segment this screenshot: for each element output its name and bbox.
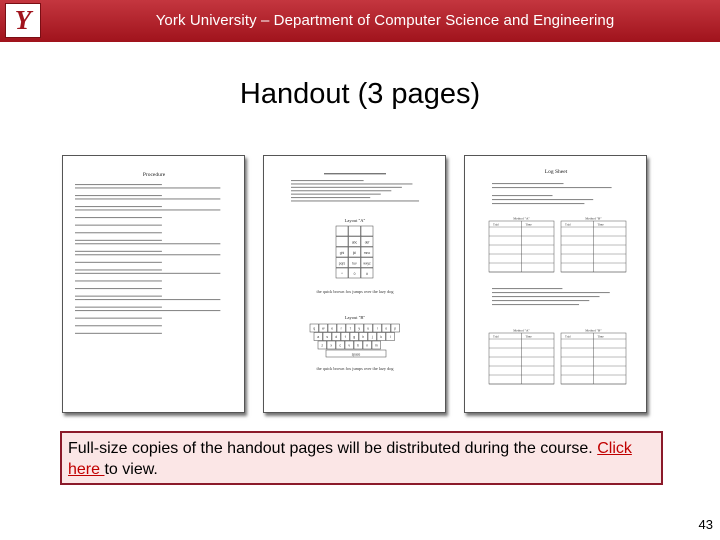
- keypad-key-label: jkl: [352, 251, 357, 255]
- text-line: [75, 307, 162, 308]
- slide-number: 43: [698, 517, 713, 532]
- keyboard-key-label: v: [348, 343, 351, 348]
- text-line: [75, 240, 162, 241]
- keyboard-key-label: k: [380, 335, 383, 340]
- keyboard-key-label: n: [366, 343, 369, 348]
- text-line: [75, 262, 162, 263]
- log-table: [561, 329, 626, 385]
- keypad-key-label: def: [364, 240, 370, 245]
- page-2-heading-line: [324, 173, 386, 174]
- text-line: [75, 273, 220, 274]
- layout-b-keyboard: [310, 324, 400, 349]
- page-3-content: [465, 156, 647, 413]
- header-title: York University – Department of Computer Science and Engineering: [155, 12, 615, 29]
- keypad-key-label: *: [341, 272, 343, 276]
- text-line: [291, 187, 402, 188]
- page-3-title: Log Sheet: [544, 169, 568, 175]
- text-line: [75, 217, 162, 218]
- col-trial-label: Trial: [565, 222, 571, 227]
- keyboard-key-label: r: [340, 326, 342, 331]
- text-line: [492, 183, 564, 184]
- col-trial-label: Trial: [493, 334, 499, 339]
- text-line: [75, 206, 162, 207]
- text-line: [291, 197, 370, 198]
- layout-a-keypad: [336, 226, 373, 278]
- handout-page-2-thumbnail[interactable]: [263, 155, 446, 413]
- keypad-key: [336, 237, 348, 247]
- text-line: [75, 198, 220, 199]
- keyboard-key-label: e: [331, 326, 334, 331]
- log-table-heading: Method "B": [585, 328, 602, 333]
- keyboard-key-label: j: [371, 335, 373, 340]
- layout-b-sentence: the quick brown fox jumps over the lazy dog: [316, 366, 394, 371]
- text-line: [75, 280, 162, 281]
- keyboard-key-label: a: [317, 335, 320, 340]
- text-line: [75, 184, 162, 185]
- text-line: [75, 333, 162, 334]
- text-line: [291, 194, 381, 195]
- keyboard-key-label: y: [358, 326, 361, 331]
- text-line: [291, 183, 412, 184]
- click-here-link[interactable]: Click here: [68, 440, 632, 478]
- keyboard-key-label: t: [349, 326, 351, 331]
- keyboard-key-label: f: [344, 335, 346, 340]
- keyboard-key-label: o: [385, 326, 388, 331]
- text-line: [492, 195, 553, 196]
- text-line: [492, 199, 593, 200]
- page-1-content: [63, 156, 245, 413]
- text-line: [75, 225, 162, 226]
- log-table-heading: Method "A": [513, 328, 530, 333]
- keyboard-key-label: i: [376, 326, 378, 331]
- text-line: [492, 288, 562, 289]
- keypad-key: [336, 226, 348, 236]
- log-table: [489, 217, 554, 273]
- col-time-label: Time: [525, 222, 532, 227]
- text-line: [492, 203, 584, 204]
- keyboard-key-label: x: [330, 343, 333, 348]
- text-line: [75, 288, 162, 289]
- text-line: [75, 209, 220, 210]
- text-line: [75, 243, 220, 244]
- log-table-heading: Method "B": [585, 216, 602, 221]
- layout-b-space-label: space: [351, 352, 361, 357]
- text-line: [75, 195, 162, 196]
- keyboard-key-label: l: [389, 335, 391, 340]
- keyboard-key-label: z: [321, 343, 324, 348]
- handout-note-box: [60, 431, 663, 485]
- text-line: [492, 187, 612, 188]
- keypad-key-label: 0: [353, 272, 356, 276]
- keyboard-key-label: h: [362, 335, 365, 340]
- text-line: [492, 296, 600, 297]
- keyboard-key-label: u: [367, 326, 370, 331]
- log-table: [489, 329, 554, 385]
- keyboard-key-label: m: [374, 343, 378, 348]
- keyboard-key-label: p: [394, 326, 397, 331]
- keypad-key-label: mno: [363, 251, 371, 255]
- keyboard-key-label: b: [357, 343, 360, 348]
- keypad-key-label: abc: [351, 240, 358, 245]
- layout-a-sentence: the quick brown fox jumps over the lazy dog: [316, 289, 394, 294]
- keypad-key-label: tuv: [352, 261, 357, 266]
- keypad-key: [349, 226, 361, 236]
- log-table: [561, 217, 626, 273]
- col-time-label: Time: [525, 334, 532, 339]
- log-table-heading: Method "A": [513, 216, 530, 221]
- text-line: [492, 304, 579, 305]
- col-trial-label: Trial: [493, 222, 499, 227]
- handout-note-text-end: to view.: [104, 461, 158, 478]
- text-line: [75, 325, 162, 326]
- handout-page-3-thumbnail[interactable]: [464, 155, 647, 413]
- text-line: [75, 254, 220, 255]
- keyboard-key-label: s: [326, 335, 329, 340]
- page-1-title: Procedure: [142, 172, 166, 178]
- keyboard-key-label: c: [339, 343, 342, 348]
- handout-note-text: Full-size copies of the handout pages will be distributed during the course.: [68, 440, 598, 457]
- keypad-key-label: ghi: [339, 251, 345, 255]
- text-line: [75, 232, 162, 233]
- text-line: [492, 300, 589, 301]
- header-bar: [0, 0, 720, 42]
- layout-b-label: Layout "B": [344, 315, 366, 320]
- keyboard-key-label: q: [313, 326, 316, 331]
- keypad-key-label: pqrs: [338, 261, 346, 266]
- handout-page-1-thumbnail[interactable]: [62, 155, 245, 413]
- keyboard-key-label: g: [353, 335, 356, 340]
- keyboard-key-label: w: [322, 326, 325, 331]
- layout-a-label: Layout "A": [344, 218, 366, 223]
- col-time-label: Time: [597, 334, 604, 339]
- col-time-label: Time: [597, 222, 604, 227]
- keypad-key: [361, 226, 373, 236]
- text-line: [75, 299, 220, 300]
- keypad-key-label: wxyz: [363, 261, 371, 266]
- text-line: [75, 310, 220, 311]
- text-line: [291, 190, 391, 191]
- col-trial-label: Trial: [565, 334, 571, 339]
- text-line: [75, 251, 162, 252]
- text-line: [75, 318, 162, 319]
- keypad-key-label: #: [366, 272, 368, 276]
- text-line: [75, 187, 220, 188]
- keyboard-key-label: d: [335, 335, 338, 340]
- text-line: [492, 292, 610, 293]
- slide-title: Handout (3 pages): [239, 78, 481, 110]
- page-1-text-lines: [75, 184, 220, 334]
- page-2-content: [264, 156, 446, 413]
- text-line: [291, 200, 419, 201]
- text-line: [75, 269, 162, 270]
- text-line: [75, 296, 162, 297]
- york-logo-icon: Y: [5, 3, 41, 38]
- text-line: [291, 180, 364, 181]
